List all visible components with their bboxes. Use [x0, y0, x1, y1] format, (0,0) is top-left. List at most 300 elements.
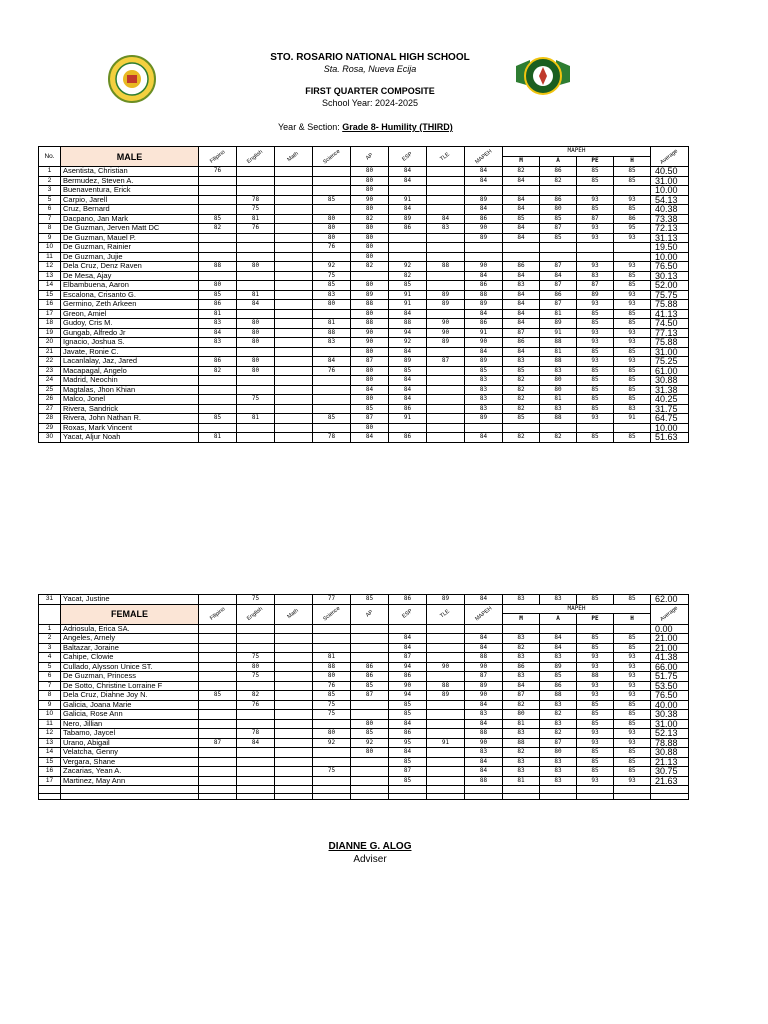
row-number: 23	[39, 366, 61, 376]
table-row	[39, 271, 689, 281]
grade-cell	[237, 281, 275, 291]
grade-cell	[577, 252, 614, 262]
col-mapeh-a: A	[540, 614, 577, 624]
col-label: English	[246, 606, 265, 622]
grade-cell: 86	[465, 319, 503, 329]
grade-cell: 93	[577, 738, 614, 748]
grade-cell: 85	[577, 634, 614, 644]
grade-cell	[199, 672, 237, 682]
col-label: Science	[321, 605, 342, 623]
grade-cell	[427, 281, 465, 291]
grade-cell: 87	[465, 672, 503, 682]
row-number: 11	[39, 719, 61, 729]
grade-cell: 84	[389, 376, 427, 386]
grade-cell	[503, 186, 540, 196]
table-row	[39, 404, 689, 414]
grade-cell	[237, 252, 275, 262]
grade-cell: 93	[614, 662, 651, 672]
grade-cell: 85	[614, 634, 651, 644]
grade-cell: 85	[614, 309, 651, 319]
grade-cell: 86	[199, 300, 237, 310]
grade-cell: 89	[465, 414, 503, 424]
grade-cell	[503, 423, 540, 433]
student-name: Magtalas, Jhon Khian	[61, 385, 199, 395]
grade-cell: 89	[465, 195, 503, 205]
grade-cell	[199, 681, 237, 691]
grade-cell: 93	[577, 357, 614, 367]
average-cell: 30.13	[651, 271, 689, 281]
average-cell: 54.13	[651, 195, 689, 205]
grade-cell	[427, 653, 465, 663]
empty-cell	[199, 794, 237, 800]
grade-cell: 85	[614, 281, 651, 291]
grade-cell	[275, 624, 313, 634]
grade-cell	[275, 738, 313, 748]
row-number: 24	[39, 376, 61, 386]
grade-cell	[275, 176, 313, 186]
student-name: Gudoy, Cris M.	[61, 319, 199, 329]
grade-cell: 80	[351, 224, 389, 234]
empty-cell	[389, 786, 427, 794]
table-row	[39, 281, 689, 291]
grade-cell: 78	[313, 433, 351, 443]
grade-cell	[313, 395, 351, 405]
table-row	[39, 167, 689, 177]
table-row	[39, 357, 689, 367]
row-number: 21	[39, 347, 61, 357]
grade-cell	[614, 186, 651, 196]
grade-cell: 88	[540, 338, 577, 348]
student-name: De Guzman, Rainier	[61, 243, 199, 253]
grade-cell	[313, 624, 351, 634]
grade-cell	[237, 233, 275, 243]
grade-cell: 80	[351, 376, 389, 386]
grade-cell: 80	[237, 662, 275, 672]
grade-cell: 85	[389, 710, 427, 720]
grade-cell	[275, 757, 313, 767]
grade-cell	[465, 624, 503, 634]
grade-cell	[614, 624, 651, 634]
student-name: Rivera, John Nathan R.	[61, 414, 199, 424]
grade-cell: 75	[237, 205, 275, 215]
grade-cell	[427, 271, 465, 281]
row-number: 16	[39, 767, 61, 777]
col-mapeh	[465, 604, 503, 624]
adviser-name: DIANNE G. ALOG	[328, 841, 412, 852]
grade-cell	[313, 309, 351, 319]
grade-cell: 84	[503, 290, 540, 300]
grade-cell	[199, 643, 237, 653]
grade-cell	[275, 347, 313, 357]
grade-cell: 85	[389, 757, 427, 767]
grade-cell: 80	[351, 176, 389, 186]
grade-cell: 82	[503, 643, 540, 653]
grade-cell: 80	[237, 262, 275, 272]
grade-cell	[275, 271, 313, 281]
grade-cell	[237, 404, 275, 414]
student-name: Germino, Zeth Arkeen	[61, 300, 199, 310]
grade-cell	[237, 643, 275, 653]
row-number: 7	[39, 681, 61, 691]
female-grades-table	[38, 594, 689, 800]
grade-cell	[199, 376, 237, 386]
student-name: Elbambuena, Aaron	[61, 281, 199, 291]
grade-cell	[237, 186, 275, 196]
grade-cell	[427, 252, 465, 262]
school-address: Sta. Rosa, Nueva Ecija	[323, 64, 417, 74]
grade-cell: 82	[540, 176, 577, 186]
grade-cell: 83	[465, 710, 503, 720]
grade-cell: 82	[503, 376, 540, 386]
grade-cell: 90	[465, 262, 503, 272]
grade-cell: 83	[540, 776, 577, 786]
table-row	[39, 366, 689, 376]
grade-cell: 93	[614, 357, 651, 367]
grade-cell: 84	[313, 357, 351, 367]
grade-cell: 84	[389, 347, 427, 357]
empty-cell	[199, 786, 237, 794]
grade-cell	[313, 176, 351, 186]
table-row	[39, 672, 689, 682]
average-cell: 41.13	[651, 309, 689, 319]
grade-cell: 85	[351, 404, 389, 414]
grade-cell	[427, 767, 465, 777]
grade-cell: 85	[389, 700, 427, 710]
grade-cell	[614, 252, 651, 262]
grade-cell: 91	[389, 414, 427, 424]
grade-cell: 87	[540, 262, 577, 272]
grade-cell: 89	[427, 300, 465, 310]
grade-cell: 89	[427, 290, 465, 300]
grade-cell	[577, 186, 614, 196]
grade-cell	[275, 233, 313, 243]
grade-cell: 80	[351, 423, 389, 433]
grade-cell	[237, 271, 275, 281]
table-row	[39, 748, 689, 758]
average-cell: 73.38	[651, 214, 689, 224]
student-name: Yacat, Justine	[61, 595, 199, 605]
grade-cell: 76	[313, 366, 351, 376]
grade-cell	[275, 366, 313, 376]
average-cell: 0.00	[651, 624, 689, 634]
grade-cell: 85	[389, 776, 427, 786]
grade-cell: 84	[389, 719, 427, 729]
grade-cell: 75	[313, 271, 351, 281]
empty-cell	[39, 794, 61, 800]
grade-cell	[427, 404, 465, 414]
grade-cell	[427, 729, 465, 739]
grade-cell: 81	[503, 776, 540, 786]
col-average	[651, 147, 689, 167]
grade-cell	[313, 385, 351, 395]
grade-cell	[427, 233, 465, 243]
empty-cell	[351, 786, 389, 794]
grade-cell: 86	[389, 404, 427, 414]
grade-cell	[427, 748, 465, 758]
student-name: Velatcha, Genny	[61, 748, 199, 758]
grade-cell	[237, 634, 275, 644]
grade-cell	[313, 404, 351, 414]
table-row	[39, 433, 689, 443]
grade-cell: 87	[540, 281, 577, 291]
grade-cell: 86	[389, 729, 427, 739]
grade-cell	[427, 643, 465, 653]
grade-cell: 76	[313, 243, 351, 253]
grade-cell: 84	[465, 767, 503, 777]
row-number: 18	[39, 319, 61, 329]
grade-cell: 83	[540, 366, 577, 376]
grade-cell: 86	[389, 595, 427, 605]
grade-cell	[427, 433, 465, 443]
grade-cell	[427, 624, 465, 634]
grade-cell: 91	[389, 290, 427, 300]
col-filipino	[199, 604, 237, 624]
average-cell: 21.00	[651, 643, 689, 653]
grade-cell: 82	[503, 748, 540, 758]
grade-cell	[427, 366, 465, 376]
grade-cell: 85	[577, 347, 614, 357]
grade-cell	[237, 776, 275, 786]
grade-cell: 87	[540, 738, 577, 748]
grade-cell	[427, 395, 465, 405]
grade-cell: 85	[389, 366, 427, 376]
row-number: 17	[39, 309, 61, 319]
grade-cell: 88	[389, 319, 427, 329]
grade-cell: 75	[313, 767, 351, 777]
table-row	[39, 376, 689, 386]
student-name: Rivera, Sandrick	[61, 404, 199, 414]
student-name: De Mesa, Ajay	[61, 271, 199, 281]
grade-cell: 81	[237, 414, 275, 424]
row-number: 3	[39, 186, 61, 196]
empty-cell	[351, 794, 389, 800]
grade-cell: 85	[503, 366, 540, 376]
grade-cell: 85	[577, 404, 614, 414]
grade-cell	[427, 205, 465, 215]
row-number: 5	[39, 195, 61, 205]
grade-cell: 75	[237, 395, 275, 405]
table-row	[39, 653, 689, 663]
grade-cell	[540, 252, 577, 262]
grade-cell: 85	[540, 233, 577, 243]
grade-cell	[577, 423, 614, 433]
grade-cell	[427, 186, 465, 196]
row-number: 14	[39, 281, 61, 291]
col-filipino	[199, 147, 237, 167]
student-name: Dela Cruz, Diahne Joy N.	[61, 691, 199, 701]
grade-cell: 92	[351, 738, 389, 748]
grade-cell: 83	[313, 290, 351, 300]
school-year: School Year: 2024-2025	[321, 98, 419, 108]
grade-cell: 84	[540, 643, 577, 653]
grade-cell: 86	[389, 224, 427, 234]
grade-cell: 93	[614, 338, 651, 348]
grade-cell	[351, 767, 389, 777]
grade-cell: 86	[503, 662, 540, 672]
year-section-label: Year & Section:	[278, 122, 343, 132]
empty-cell	[540, 786, 577, 794]
grade-cell: 89	[540, 662, 577, 672]
student-name: Escalona, Crisanto G.	[61, 290, 199, 300]
grade-cell	[275, 710, 313, 720]
grade-cell: 87	[427, 357, 465, 367]
grade-cell: 84	[503, 205, 540, 215]
row-number: 7	[39, 214, 61, 224]
student-name: Bermudez, Steven A.	[61, 176, 199, 186]
grade-cell	[389, 624, 427, 634]
average-cell: 40.25	[651, 395, 689, 405]
row-number: 3	[39, 643, 61, 653]
row-number: 4	[39, 653, 61, 663]
grade-cell: 80	[351, 233, 389, 243]
grade-cell: 84	[427, 214, 465, 224]
grade-cell	[237, 748, 275, 758]
grade-cell: 83	[503, 281, 540, 291]
grade-cell	[275, 357, 313, 367]
grade-cell: 84	[465, 433, 503, 443]
average-cell: 40.50	[651, 167, 689, 177]
grade-cell	[427, 700, 465, 710]
grade-cell: 85	[614, 376, 651, 386]
grade-cell: 84	[389, 167, 427, 177]
average-cell: 64.75	[651, 414, 689, 424]
grade-cell: 90	[427, 319, 465, 329]
grade-cell: 77	[313, 595, 351, 605]
grade-cell: 87	[199, 738, 237, 748]
grade-cell: 85	[503, 414, 540, 424]
grade-cell: 85	[614, 433, 651, 443]
grade-cell	[389, 186, 427, 196]
grade-cell: 80	[313, 729, 351, 739]
col-mapeh-a: A	[540, 156, 577, 166]
grade-cell: 93	[577, 338, 614, 348]
grade-cell: 92	[389, 338, 427, 348]
grade-cell: 82	[540, 729, 577, 739]
grade-cell: 83	[540, 653, 577, 663]
grade-cell: 84	[465, 719, 503, 729]
grade-cell: 84	[465, 595, 503, 605]
grade-cell: 85	[199, 691, 237, 701]
grade-cell: 93	[614, 776, 651, 786]
col-label: MAPEH	[473, 148, 494, 165]
table-row	[39, 624, 689, 634]
grade-cell	[199, 271, 237, 281]
col-mapeh	[465, 147, 503, 167]
grade-cell: 80	[540, 748, 577, 758]
grade-cell	[313, 347, 351, 357]
table-row	[39, 233, 689, 243]
col-label: MAPEH	[473, 605, 494, 623]
grade-cell: 85	[577, 700, 614, 710]
col-label: Math	[286, 150, 301, 163]
col-label: Average	[659, 605, 680, 623]
empty-cell	[237, 786, 275, 794]
grade-cell: 84	[465, 271, 503, 281]
average-cell: 31.75	[651, 404, 689, 414]
grade-cell	[577, 243, 614, 253]
grade-cell	[275, 404, 313, 414]
grade-cell: 82	[503, 385, 540, 395]
grade-cell: 85	[577, 757, 614, 767]
grade-cell	[237, 423, 275, 433]
grade-cell	[199, 395, 237, 405]
grade-cell: 76	[237, 700, 275, 710]
grade-cell: 80	[351, 395, 389, 405]
grade-cell	[427, 195, 465, 205]
col-mapeh-h: H	[614, 156, 651, 166]
grade-cell: 93	[577, 681, 614, 691]
grade-cell: 76	[199, 167, 237, 177]
grade-cell: 84	[389, 634, 427, 644]
grade-cell: 86	[465, 281, 503, 291]
grade-cell: 92	[313, 738, 351, 748]
grade-cell: 86	[351, 662, 389, 672]
table-row	[39, 224, 689, 234]
grade-cell	[275, 729, 313, 739]
grade-cell: 86	[389, 433, 427, 443]
grade-cell: 85	[577, 643, 614, 653]
year-section-value: Grade 8- Humility (THIRD)	[342, 122, 453, 132]
grade-cell: 93	[614, 290, 651, 300]
grade-cell	[237, 767, 275, 777]
grade-cell: 86	[503, 262, 540, 272]
grade-cell: 82	[503, 404, 540, 414]
grade-cell: 86	[540, 681, 577, 691]
grade-cell: 87	[389, 767, 427, 777]
grade-cell: 83	[540, 719, 577, 729]
grade-cell	[199, 233, 237, 243]
grade-cell: 81	[540, 309, 577, 319]
grade-cell: 76	[313, 681, 351, 691]
empty-cell	[313, 794, 351, 800]
table-row	[39, 338, 689, 348]
grade-cell: 91	[540, 328, 577, 338]
table-row	[39, 395, 689, 405]
grade-cell: 90	[465, 338, 503, 348]
col-label: ESP	[401, 608, 414, 620]
grade-cell: 93	[577, 195, 614, 205]
grade-cell	[465, 423, 503, 433]
table-row	[39, 243, 689, 253]
grade-cell: 93	[577, 328, 614, 338]
average-cell: 74.50	[651, 319, 689, 329]
grade-cell	[199, 767, 237, 777]
grade-cell: 85	[577, 719, 614, 729]
grade-cell: 90	[427, 328, 465, 338]
student-name: Galicia, Joana Marie	[61, 700, 199, 710]
average-cell: 31.00	[651, 176, 689, 186]
grade-cell: 88	[503, 738, 540, 748]
grade-cell	[199, 710, 237, 720]
average-cell: 78.88	[651, 738, 689, 748]
col-esp	[389, 147, 427, 167]
grade-cell	[275, 309, 313, 319]
grade-cell: 81	[313, 653, 351, 663]
row-number: 31	[39, 595, 61, 605]
grade-cell: 85	[577, 395, 614, 405]
row-number: 15	[39, 290, 61, 300]
grade-cell: 93	[614, 328, 651, 338]
grade-cell: 85	[614, 643, 651, 653]
table-row	[39, 385, 689, 395]
grade-cell	[313, 757, 351, 767]
empty-cell	[275, 786, 313, 794]
grade-cell: 83	[465, 376, 503, 386]
average-cell: 66.00	[651, 662, 689, 672]
grade-cell: 84	[237, 738, 275, 748]
student-name: Dacpano, Jan Mark	[61, 214, 199, 224]
grade-cell: 80	[540, 385, 577, 395]
